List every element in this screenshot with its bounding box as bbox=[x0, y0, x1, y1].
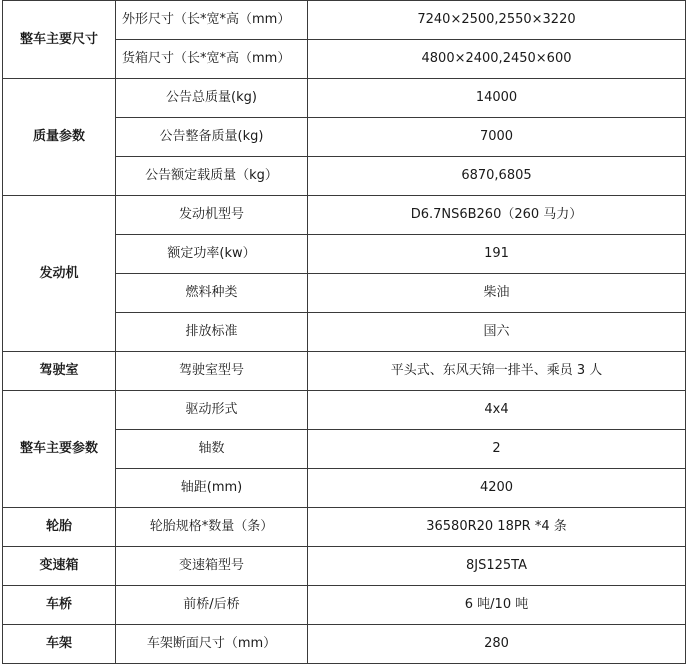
table-row bbox=[3, 1, 686, 40]
parameter-label: 驾驶室型号 bbox=[116, 352, 308, 391]
parameter-value: D6.7NS6B260（260 马力） bbox=[308, 196, 686, 235]
spec-table bbox=[2, 0, 686, 664]
parameter-label: 外形尺寸（长*宽*高（mm） bbox=[116, 1, 308, 40]
parameter-value: 14000 bbox=[308, 79, 686, 118]
parameter-value: 柴油 bbox=[308, 274, 686, 313]
parameter-value: 国六 bbox=[308, 313, 686, 352]
category-cell: 变速箱 bbox=[3, 547, 116, 586]
parameter-label: 货箱尺寸（长*宽*高（mm） bbox=[116, 40, 308, 79]
parameter-label: 燃料种类 bbox=[116, 274, 308, 313]
parameter-value: 7000 bbox=[308, 118, 686, 157]
parameter-label: 额定功率(kw） bbox=[116, 235, 308, 274]
parameter-label: 轴数 bbox=[116, 430, 308, 469]
category-cell: 质量参数 bbox=[3, 79, 116, 196]
table-row bbox=[3, 352, 686, 391]
parameter-label: 车架断面尺寸（mm） bbox=[116, 625, 308, 664]
parameter-label: 公告整备质量(kg) bbox=[116, 118, 308, 157]
parameter-label: 公告总质量(kg) bbox=[116, 79, 308, 118]
table-row bbox=[3, 625, 686, 664]
parameter-label: 变速箱型号 bbox=[116, 547, 308, 586]
table-row bbox=[3, 547, 686, 586]
parameter-label: 前桥/后桥 bbox=[116, 586, 308, 625]
table-row bbox=[3, 586, 686, 625]
parameter-label: 公告额定载质量（kg） bbox=[116, 157, 308, 196]
parameter-value: 6870,6805 bbox=[308, 157, 686, 196]
parameter-value: 4x4 bbox=[308, 391, 686, 430]
category-cell: 车架 bbox=[3, 625, 116, 664]
parameter-value: 7240×2500,2550×3220 bbox=[308, 1, 686, 40]
parameter-value: 4800×2400,2450×600 bbox=[308, 40, 686, 79]
parameter-value: 4200 bbox=[308, 469, 686, 508]
table-row bbox=[3, 196, 686, 235]
parameter-label: 发动机型号 bbox=[116, 196, 308, 235]
parameter-value: 平头式、东风天锦一排半、乘员 3 人 bbox=[308, 352, 686, 391]
table-row bbox=[3, 79, 686, 118]
table-row bbox=[3, 508, 686, 547]
parameter-value: 6 吨/10 吨 bbox=[308, 586, 686, 625]
category-cell: 整车主要尺寸 bbox=[3, 1, 116, 79]
parameter-label: 排放标准 bbox=[116, 313, 308, 352]
parameter-value: 2 bbox=[308, 430, 686, 469]
parameter-value: 280 bbox=[308, 625, 686, 664]
parameter-value: 191 bbox=[308, 235, 686, 274]
parameter-value: 36580R20 18PR *4 条 bbox=[308, 508, 686, 547]
category-cell: 车桥 bbox=[3, 586, 116, 625]
category-cell: 轮胎 bbox=[3, 508, 116, 547]
spec-table-body bbox=[3, 1, 686, 664]
parameter-label: 轴距(mm) bbox=[116, 469, 308, 508]
parameter-label: 轮胎规格*数量（条） bbox=[116, 508, 308, 547]
parameter-value: 8JS125TA bbox=[308, 547, 686, 586]
category-cell: 发动机 bbox=[3, 196, 116, 352]
table-row bbox=[3, 391, 686, 430]
category-cell: 驾驶室 bbox=[3, 352, 116, 391]
category-cell: 整车主要参数 bbox=[3, 391, 116, 508]
parameter-label: 驱动形式 bbox=[116, 391, 308, 430]
